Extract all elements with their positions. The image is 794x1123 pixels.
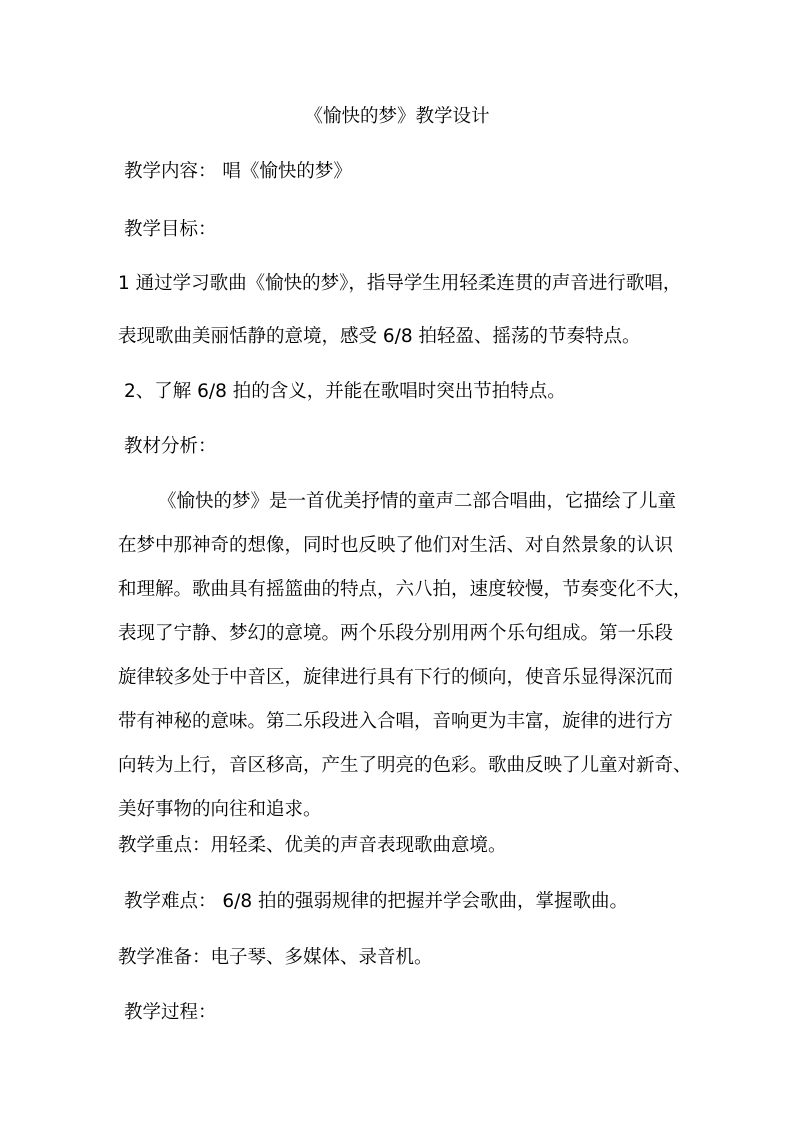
analysis-label: 教材分析： — [124, 436, 217, 457]
analysis-line: 表现了宁静、梦幻的意境。两个乐段分别用两个乐句组成。第一乐段 — [118, 623, 674, 644]
analysis-line: 《愉快的梦》是一首优美抒情的童声二部合唱曲，它描绘了儿童 — [158, 491, 677, 512]
teaching-content: 教学内容： 唱《愉快的梦》 — [124, 161, 352, 182]
objective-1-line-1: 1 通过学习歌曲《愉快的梦》，指导学生用轻柔连贯的声音进行歌唱， — [118, 273, 682, 294]
analysis-line: 旋律较多处于中音区，旋律进行具有下行的倾向，使音乐显得深沉而 — [118, 667, 674, 688]
key-point: 教学重点：用轻柔、优美的声音表现歌曲意境。 — [118, 835, 507, 856]
document-title: 《愉快的梦》教学设计 — [304, 106, 490, 127]
objective-1-line-2: 表现歌曲美丽恬静的意境，感受 6/8 拍轻盈、摇荡的节奏特点。 — [118, 326, 641, 347]
analysis-line: 美好事物的向往和追求。 — [118, 799, 322, 820]
analysis-line: 在梦中那神奇的想像，同时也反映了他们对生活、对自然景象的认识 — [118, 535, 674, 556]
analysis-line: 和理解。歌曲具有摇篮曲的特点，六八拍，速度较慢，节奏变化不大， — [118, 579, 692, 600]
process-label: 教学过程： — [124, 1002, 217, 1023]
objectives-label: 教学目标： — [124, 219, 217, 240]
difficulty: 教学难点： 6/8 拍的强弱规律的把握并学会歌曲，掌握歌曲。 — [124, 891, 629, 912]
analysis-line: 向转为上行，音区移高，产生了明亮的色彩。歌曲反映了儿童对新奇、 — [118, 755, 692, 776]
objective-2: 2、了解 6/8 拍的含义，并能在歌唱时突出节拍特点。 — [124, 381, 566, 402]
preparation: 教学准备：电子琴、多媒体、录音机。 — [118, 947, 433, 968]
analysis-line: 带有神秘的意味。第二乐段进入合唱，音响更为丰富，旋律的进行方 — [118, 711, 674, 732]
